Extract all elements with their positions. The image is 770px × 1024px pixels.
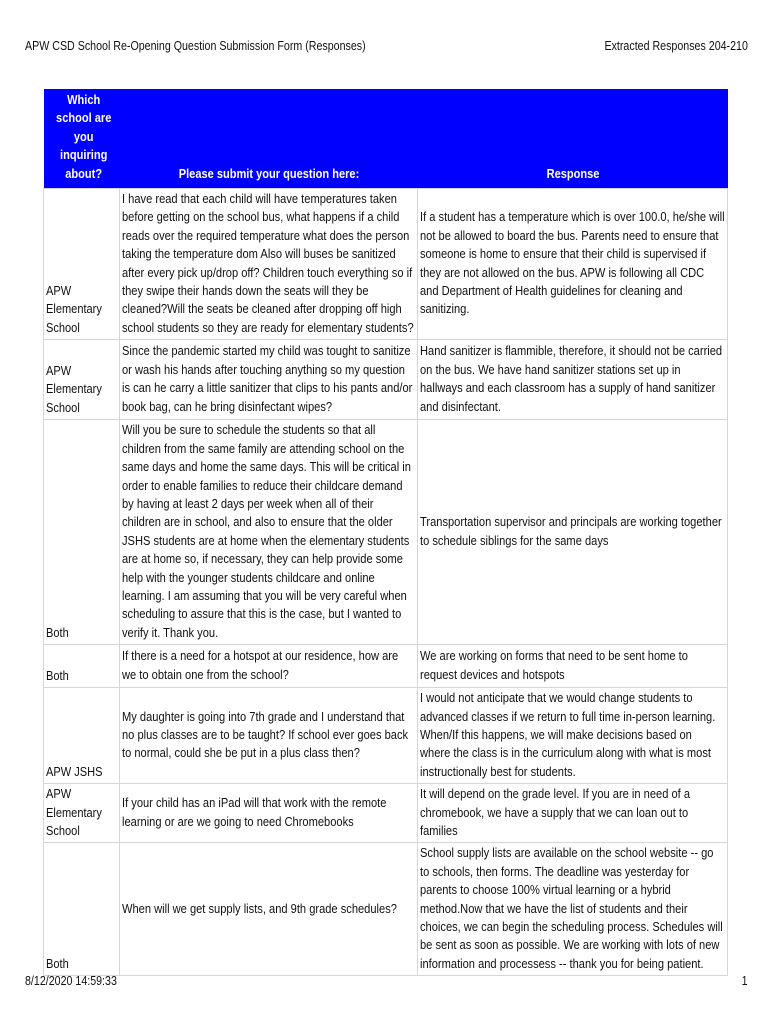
- question-cell: If your child has an iPad will that work with the remote learning or are we going to need Chromebooks: [120, 784, 418, 843]
- question-cell: I have read that each child will have temperatures taken before getting on the school bus, what happens if a child reads over the required temperature what does the person taking the temperature dom Also will buses be sanitized after every pick up/drop off? Children touch everything so if they swipe their hands down the seats will they be cleaned?Will the seats be cleaned after dropping off high school students so they are ready for elementary students?: [120, 189, 418, 340]
- school-cell: APW Elementary School: [44, 340, 120, 420]
- school-cell: APW Elementary School: [44, 189, 120, 340]
- table-row: [44, 645, 728, 688]
- responses-table: [43, 89, 728, 976]
- school-cell: Both: [44, 420, 120, 645]
- print-timestamp: 8/12/2020 14:59:33: [25, 973, 117, 988]
- table-row: [44, 843, 728, 976]
- column-header-response: Response: [418, 89, 728, 189]
- table-row: [44, 340, 728, 420]
- table-row: [44, 784, 728, 843]
- response-cell: I would not anticipate that we would change students to advanced classes if we return to full time in-person learning. When/If this happens, we will make decisions based on where the class is in the curriculum along with what is most instructionally best for students.: [418, 688, 728, 784]
- response-cell: We are working on forms that need to be sent home to request devices and hotspots: [418, 645, 728, 688]
- question-cell: Will you be sure to schedule the students so that all children from the same family are attending school on the same days and home the same days. This will be critical in order to enable families to reduce their childcare demand by having at least 2 days per week when all of their children are in school, and also to ensure that the older JSHS students are at home when the elementary students are at home so, if necessary, they can help provide some help with the younger students childcare and online learning. I am assuming that you will be very careful when scheduling to assure that this is the case, but I wanted to verify it. Thank you.: [120, 420, 418, 645]
- question-cell: My daughter is going into 7th grade and I understand that no plus classes are to be taught? If school ever goes back to normal, could she be put in a plus class then?: [120, 688, 418, 784]
- school-cell: Both: [44, 843, 120, 976]
- question-cell: When will we get supply lists, and 9th grade schedules?: [120, 843, 418, 976]
- column-header-school: Which school are you inquiring about?: [44, 89, 120, 189]
- document-title: APW CSD School Re-Opening Question Submission Form (Responses): [25, 38, 366, 53]
- extract-range: Extracted Responses 204-210: [604, 38, 748, 53]
- response-cell: School supply lists are available on the school website -- go to schools, then forms. The deadline was yesterday for parents to choose 100% virtual learning or a hybrid method.Now that we have the list of students and their choices, we can begin the scheduling process. Schedules will be sent as soon as possible. We are working with lots of new information and processess -- thank you for being patient.: [418, 843, 728, 976]
- response-cell: It will depend on the grade level. If you are in need of a chromebook, we have a supply that we can loan out to families: [418, 784, 728, 843]
- table-header-row: [44, 89, 728, 189]
- question-cell: Since the pandemic started my child was tought to sanitize or wash his hands after touching anything so my question is can he carry a little sanitizer that clips to his pants and/or book bag, can he bring disinfectant wipes?: [120, 340, 418, 420]
- table-row: [44, 189, 728, 340]
- response-cell: If a student has a temperature which is over 100.0, he/she will not be allowed to board the bus. Parents need to ensure that someone is home to ensure that their child is supervised if they are not allowed on the bus. APW is following all CDC and Department of Health guidelines for cleaning and sanitizing.: [418, 189, 728, 340]
- school-cell: APW JSHS: [44, 688, 120, 784]
- response-cell: Transportation supervisor and principals are working together to schedule siblings for the same days: [418, 420, 728, 645]
- table-row: [44, 420, 728, 645]
- table-row: [44, 688, 728, 784]
- page-number: 1: [741, 973, 748, 988]
- school-cell: Both: [44, 645, 120, 688]
- question-cell: If there is a need for a hotspot at our residence, how are we to obtain one from the school?: [120, 645, 418, 688]
- school-cell: APW Elementary School: [44, 784, 120, 843]
- response-cell: Hand sanitizer is flammible, therefore, it should not be carried on the bus. We have hand sanitizer stations set up in hallways and each classroom has a supply of hand sanitizer and disinfectant.: [418, 340, 728, 420]
- column-header-question: Please submit your question here:: [120, 89, 418, 189]
